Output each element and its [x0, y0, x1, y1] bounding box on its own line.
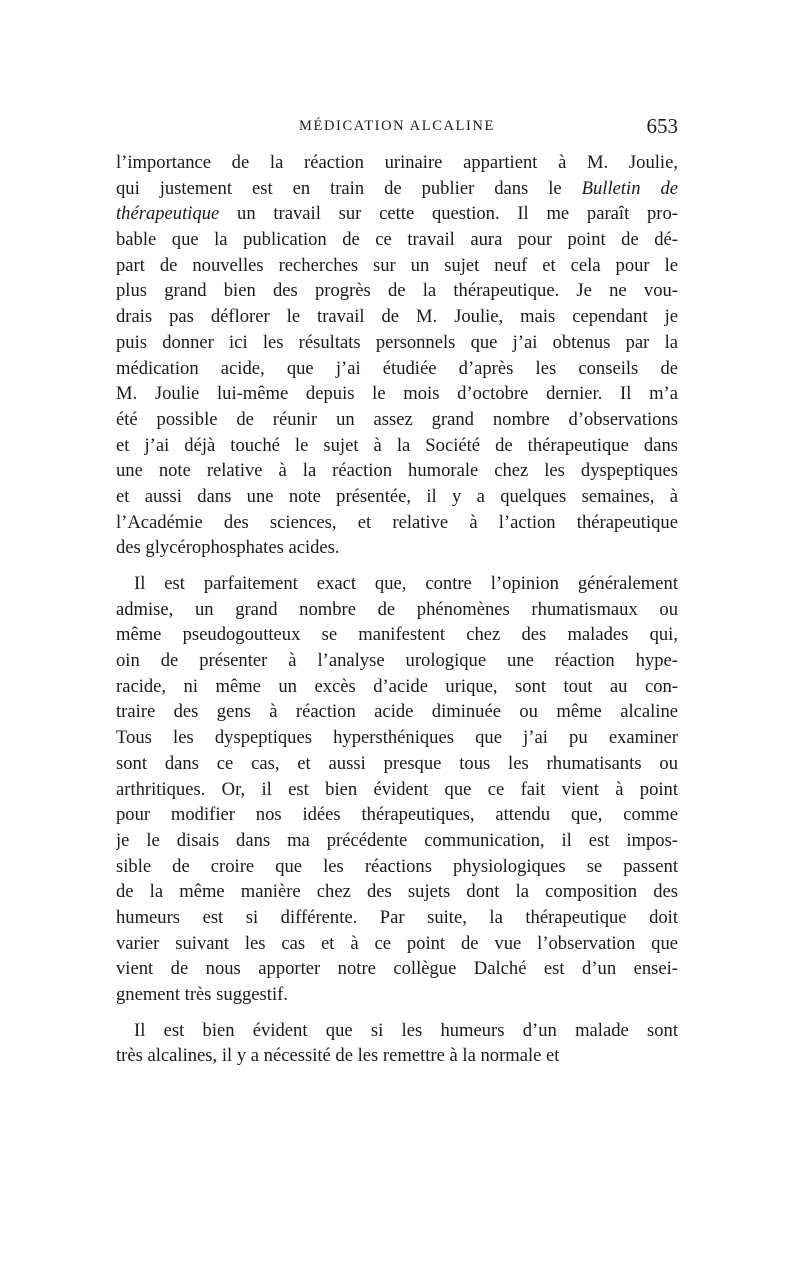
text-segment: je le disais dans ma précédente communication, il est impos- [116, 829, 678, 851]
text-line [116, 725, 678, 751]
text-segment: M. Joulie lui-même depuis le mois d’octobre dernier. Il m’a [116, 383, 678, 405]
text-line [116, 597, 678, 623]
text-line [116, 1043, 678, 1069]
text-segment: arthritiques. Or, il est bien évident que ce fait vient à point [116, 778, 678, 800]
running-title: MÉDICATION ALCALINE [299, 118, 495, 134]
text-segment: sont dans ce cas, et aussi presque tous les rhumatisants ou [116, 752, 678, 774]
paragraph [116, 1018, 678, 1069]
text-segment: été possible de réunir un assez grand nombre d’observations [116, 408, 678, 430]
text-line [116, 330, 678, 356]
text-line [116, 484, 678, 510]
text-line [116, 854, 678, 880]
text-segment: un travail sur cette question. Il me paraît pro- [219, 203, 678, 225]
text-segment: puis donner ici les résultats personnels que j’ai obtenus par la [116, 331, 678, 353]
text-line [116, 433, 678, 459]
text-segment: et j’ai déjà touché le sujet à la Société de thérapeutique dans [116, 434, 678, 456]
text-segment: Bulletin de [581, 177, 678, 199]
text-segment: thérapeutique [116, 203, 220, 225]
text-line [116, 777, 678, 803]
text-line [116, 905, 678, 931]
text-segment: pour modifier nos idées thérapeutiques, attendu que, comme [116, 804, 678, 826]
text-line [116, 879, 678, 905]
text-line [116, 253, 678, 279]
text-segment: drais pas déflorer le travail de M. Joulie, mais cependant je [116, 306, 678, 328]
text-segment: médication acide, que j’ai étudiée d’après les conseils de [116, 357, 678, 379]
text-line [116, 150, 678, 176]
text-line [116, 201, 678, 227]
text-line [116, 956, 678, 982]
text-segment: Il est bien évident que si les humeurs d’un malade sont [134, 1019, 678, 1041]
text-line [116, 622, 678, 648]
text-segment: une note relative à la réaction humorale chez les dyspeptiques [116, 460, 678, 482]
text-segment: admise, un grand nombre de phénomènes rhumatismaux ou [116, 598, 678, 620]
text-segment: des glycérophosphates acides. [116, 537, 340, 559]
body-text [116, 150, 678, 1069]
text-line [116, 356, 678, 382]
text-segment: racide, ni même un excès d’acide urique, sont tout au con- [116, 675, 678, 697]
text-line [116, 535, 678, 561]
text-line [116, 674, 678, 700]
text-line [116, 931, 678, 957]
paragraph [116, 571, 678, 1008]
text-line [116, 699, 678, 725]
text-line [116, 802, 678, 828]
text-segment: traire des gens à réaction acide diminuée ou même alcaline [116, 701, 678, 723]
text-segment: oin de présenter à l’analyse urologique une réaction hype- [116, 650, 678, 672]
text-segment: part de nouvelles recherches sur un sujet neuf et cela pour le [116, 254, 678, 276]
text-line [116, 304, 678, 330]
paragraph-gap [116, 1008, 678, 1018]
text-line [116, 571, 678, 597]
text-line [116, 648, 678, 674]
text-line [116, 278, 678, 304]
text-segment: et aussi dans une note présentée, il y a quelques semaines, à [116, 485, 678, 507]
text-segment: bable que la publication de ce travail aura pour point de dé- [116, 229, 678, 251]
text-segment: de la même manière chez des sujets dont la composition des [116, 881, 678, 903]
text-segment: plus grand bien des progrès de la thérapeutique. Je ne vou- [116, 280, 678, 302]
paragraph [116, 150, 678, 561]
running-header [116, 116, 678, 140]
text-segment: humeurs est si différente. Par suite, la thérapeutique doit [116, 906, 678, 928]
text-segment: qui justement est en train de publier dans le [116, 177, 582, 199]
text-segment: l’Académie des sciences, et relative à l’action thérapeutique [116, 511, 678, 533]
text-line [116, 1018, 678, 1044]
text-line [116, 751, 678, 777]
text-line [116, 982, 678, 1008]
text-segment: même pseudogoutteux se manifestent chez des malades qui, [116, 624, 678, 646]
text-line [116, 458, 678, 484]
page-number: 653 [646, 114, 678, 138]
text-line [116, 227, 678, 253]
text-segment: gnement très suggestif. [116, 984, 288, 1005]
text-segment: sible de croire que les réactions physiologiques se passent [116, 855, 678, 877]
text-line [116, 828, 678, 854]
text-segment: l’importance de la réaction urinaire appartient à M. Joulie, [116, 152, 678, 173]
paragraph-gap [116, 561, 678, 571]
text-segment: vient de nous apporter notre collègue Dalché est d’un ensei- [116, 958, 678, 980]
text-segment: très alcalines, il y a nécessité de les remettre à la normale et [116, 1045, 560, 1067]
text-line [116, 381, 678, 407]
text-segment: Il est parfaitement exact que, contre l’opinion généralement [134, 573, 678, 594]
text-line [116, 176, 678, 202]
text-line [116, 510, 678, 536]
text-segment: Tous les dyspeptiques hypersthéniques que j’ai pu examiner [116, 727, 678, 749]
text-segment: varier suivant les cas et à ce point de vue l’observation que [116, 932, 678, 954]
text-line [116, 407, 678, 433]
